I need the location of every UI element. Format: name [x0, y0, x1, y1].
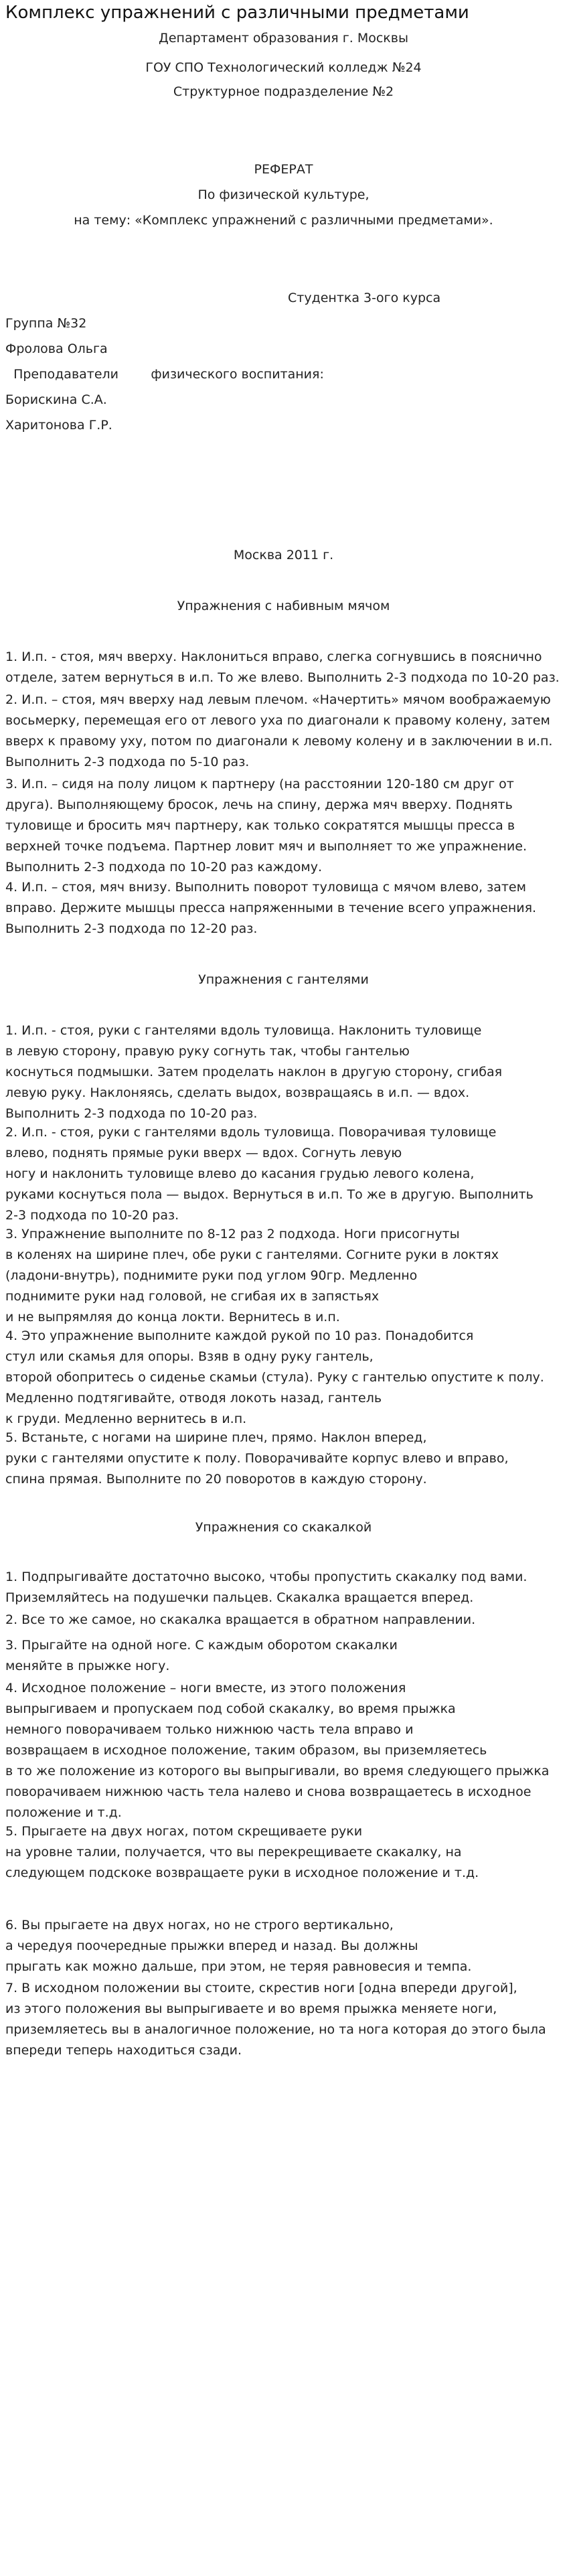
student-course: Студентка 3-ого курса — [288, 291, 441, 305]
city-year: Москва 2011 г. — [233, 548, 334, 562]
header-college: ГОУ СПО Технологический колледж №24 — [145, 60, 422, 75]
header-division: Структурное подразделение №2 — [173, 84, 394, 99]
medball-item-4: 4. И.п. – стоя, мяч внизу. Выполнить поворот туловища с мячом влево, затем вправо. Держите мышцы пресса напряженными в течение всего упражнения. Выполнить 2-3 подхода по 12-20 раз. — [5, 880, 537, 936]
teachers-label: Преподаватели физического воспитания: — [5, 367, 324, 382]
student-name: Фролова Ольга — [5, 342, 108, 356]
document-title: Комплекс упражнений с различными предметами — [5, 3, 469, 23]
section-title-medball: Упражнения с набивным мячом — [177, 599, 390, 613]
jumprope-item-4: 4. Исходное положение – ноги вместе, из этого положения выпрыгиваем и пропускаем под собой скакалку, во время прыжка немного поворачиваем только нижнюю часть тела вправо и возвращаем в исходное положение, таким образом, вы приземляетесь в то же положение из которого вы выпрыгивали, во время следующего прыжка поворачиваем нижнюю часть тела налево и снова возвращаетесь в исходное положение и т.д. — [5, 1681, 550, 1820]
student-group: Группа №32 — [5, 316, 87, 331]
jumprope-item-6: 6. Вы прыгаете на двух ногах, но не строго вертикально, а чередуя поочередные прыжки вперед и назад. Вы должны прыгать как можно дальше, при этом, не теряя равновесия и темпа. — [5, 1918, 472, 1974]
jumprope-item-3: 3. Прыгайте на одной ноге. С каждым оборотом скакалки меняйте в прыжке ногу. — [5, 1638, 398, 1673]
referat-label: РЕФЕРАТ — [254, 162, 313, 177]
medball-item-3: 3. И.п. – сидя на полу лицом к партнеру (на расстоянии 120-180 см друг от друга). Выполняющему бросок, лечь на спину, держа мяч вверху. Поднять туловище и бросить мяч партнеру, как только сократятся мышцы пресса в верхней точке подъема. Партнер ловит мяч и выполняет то же упражнение. Выполнить 2-3 подхода по 10-20 раз каждому. — [5, 777, 527, 875]
jumprope-item-7: 7. В исходном положении вы стоите, скрестив ноги [одна впереди другой], из этого положения вы выпрыгиваете и во время прыжка меняете ноги, приземляетесь вы в аналогичное положение, но та нога которая до этого была впереди теперь находиться сзади. — [5, 1981, 546, 2058]
dumbbells-item-1: 1. И.п. - стоя, руки с гантелями вдоль туловища. Наклонить туловище в левую сторону, правую руку согнуть так, чтобы гантелью коснуться подмышки. Затем проделать наклон в другую сторону, сгибая левую руку. Наклоняясь, сделать выдох, возвращаясь в и.п. — вдох. Выполнить 2-3 подхода по 10-20 раз. — [5, 1023, 503, 1121]
medball-item-2: 2. И.п. – стоя, мяч вверху над левым плечом. «Начертить» мячом воображаемую восьмерку, перемещая его от левого уха по диагонали к правому колену, затем вверх к правому уху, потом по диагонали к левому колену и в заключении в и.п. Выполнить 2-3 подхода по 5-10 раз. — [5, 692, 553, 769]
jumprope-item-2: 2. Все то же самое, но скакалка вращается в обратном направлении. — [5, 1612, 476, 1627]
dumbbells-item-2: 2. И.п. - стоя, руки с гантелями вдоль туловища. Поворачивая туловище влево, поднять прямые руки вверх — вдох. Согнуть левую ногу и наклонить туловище влево до касания грудью левого колена, руками коснуться пола — выдох. Вернуться в и.п. То же в другую. Выполнить 2-3 подхода по 10-20 раз. — [5, 1125, 534, 1223]
dumbbells-item-4: 4. Это упражнение выполните каждой рукой по 10 раз. Понадобится стул или скамья для опоры. Взяв в одну руку гантель, второй обопритесь о сиденье скамьи (стула). Руку с гантелью опустите к полу. Медленно подтягивайте, отводя локоть назад, гантель к груди. Медленно вернитесь в и.п. — [5, 1329, 544, 1426]
medball-item-1: 1. И.п. - стоя, мяч вверху. Наклониться вправо, слегка согнувшись в пояснично отделе, затем вернуться в и.п. То же влево. Выполнить 2-3 подхода по 10-20 раз. — [5, 650, 560, 685]
jumprope-item-5: 5. Прыгаете на двух ногах, потом скрещиваете руки на уровне талии, получается, что вы перекрещиваете скакалку, на следующем подскоке возвращаете руки в исходное положение и т.д. — [5, 1824, 479, 1880]
teacher-2: Харитонова Г.Р. — [5, 418, 112, 433]
dumbbells-item-5: 5. Встаньте, с ногами на ширине плеч, прямо. Наклон вперед, руки с гантелями опустите к полу. Поворачивайте корпус влево и вправо, спина прямая. Выполните по 20 поворотов в каждую сторону. — [5, 1430, 509, 1487]
section-title-dumbbells: Упражнения с гантелями — [198, 972, 369, 987]
jumprope-item-1: 1. Подпрыгивайте достаточно высоко, чтобы пропустить скакалку под вами. Приземляйтесь на подушечки пальцев. Скакалка вращается вперед. — [5, 1570, 528, 1605]
header-department: Департамент образования г. Москвы — [159, 31, 408, 46]
referat-subject: По физической культуре, — [197, 187, 370, 202]
teacher-1: Борискина С.А. — [5, 392, 107, 407]
section-title-jumprope: Упражнения со скакалкой — [195, 1520, 372, 1535]
referat-topic: на тему: «Комплекс упражнений с различными предметами». — [74, 213, 493, 228]
dumbbells-item-3: 3. Упражнение выполните по 8-12 раз 2 подхода. Ноги присогнуты в коленях на ширине плеч, обе руки с гантелями. Согните руки в локтях (ладони-внутрь), поднимите руки под углом 90гр. Медленно поднимите руки над головой, не сгибая их в запястьях и не выпрямляя до конца локти. Вернитесь в и.п. — [5, 1227, 499, 1324]
